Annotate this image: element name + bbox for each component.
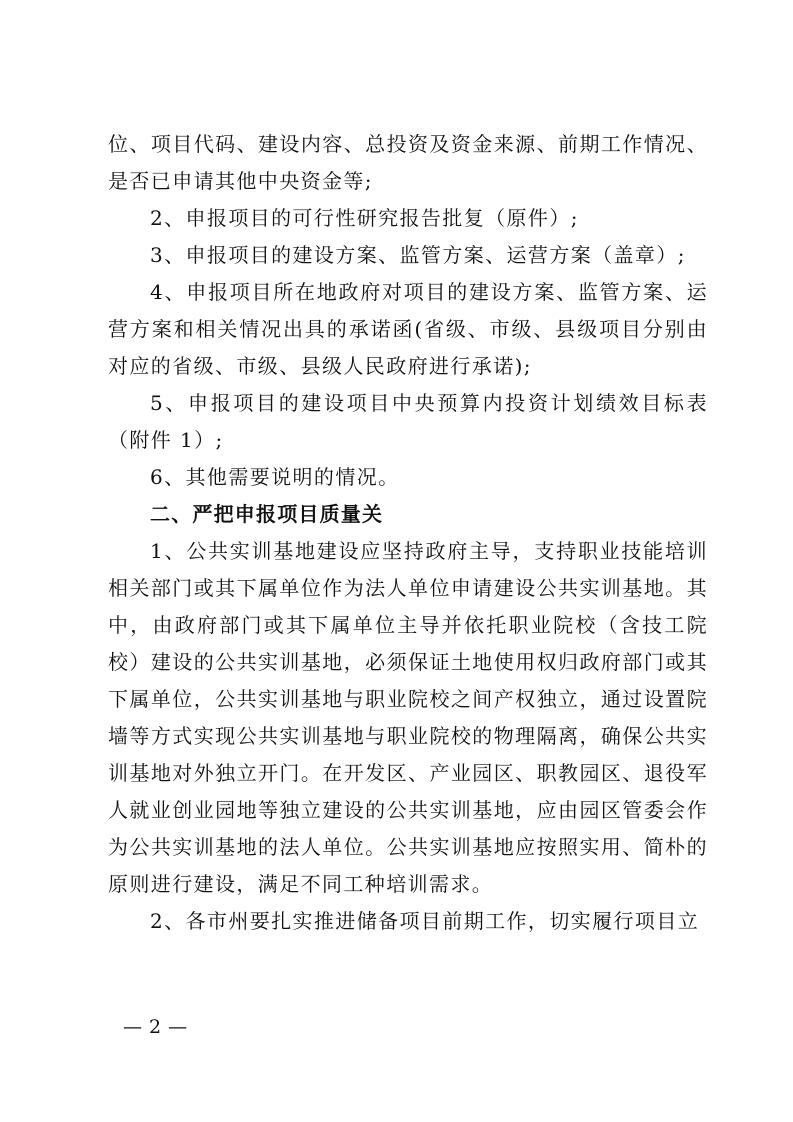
- paragraph-item-5: 5、申报项目的建设项目中央预算内投资计划绩效目标表（附件 1）;: [108, 391, 708, 452]
- paragraph-item-6: 6、其他需要说明的情况。: [150, 465, 400, 489]
- document-body: [108, 126, 708, 940]
- paragraph-quality-1: 1、公共实训基地建设应坚持政府主导，支持职业技能培训相关部门或其下属单位作为法人单位申请建设公共实训基地。其中，由政府部门或其下属单位主导并依托职业院校（含技工院校）建设的公共实训基地，必须保证土地使用权归政府部门或其下属单位，公共实训基地与职业院校之间产权独立，通过设置院墙等方式实现公共实训基地与职业院校的物理隔离，确保公共实训基地对外独立开门。在开发区、产业园区、职教园区、退役军人就业创业园地等独立建设的公共实训基地，应由园区管委会作为公共实训基地的法人单位。公共实训基地应按照实用、简朴的原则进行建设，满足不同工种培训需求。: [108, 539, 708, 896]
- paragraph-continuation: 位、项目代码、建设内容、总投资及资金来源、前期工作情况、是否已申请其他中央资金等;: [108, 132, 708, 193]
- section-heading: 二、严把申报项目质量关: [150, 502, 384, 526]
- paragraph-item-2: 2、申报项目的可行性研究报告批复（原件）;: [150, 206, 579, 230]
- paragraph-item-4: 4、申报项目所在地政府对项目的建设方案、监管方案、运营方案和相关情况出具的承诺函(省级、市级、县级项目分别由对应的省级、市级、县级人民政府进行承诺);: [108, 280, 708, 378]
- paragraph-item-3: 3、申报项目的建设方案、监管方案、运营方案（盖章）;: [150, 243, 686, 267]
- page-number: — 2 —: [123, 1016, 188, 1038]
- paragraph-quality-2: 2、各市州要扎实推进储备项目前期工作，切实履行项目立: [150, 909, 700, 933]
